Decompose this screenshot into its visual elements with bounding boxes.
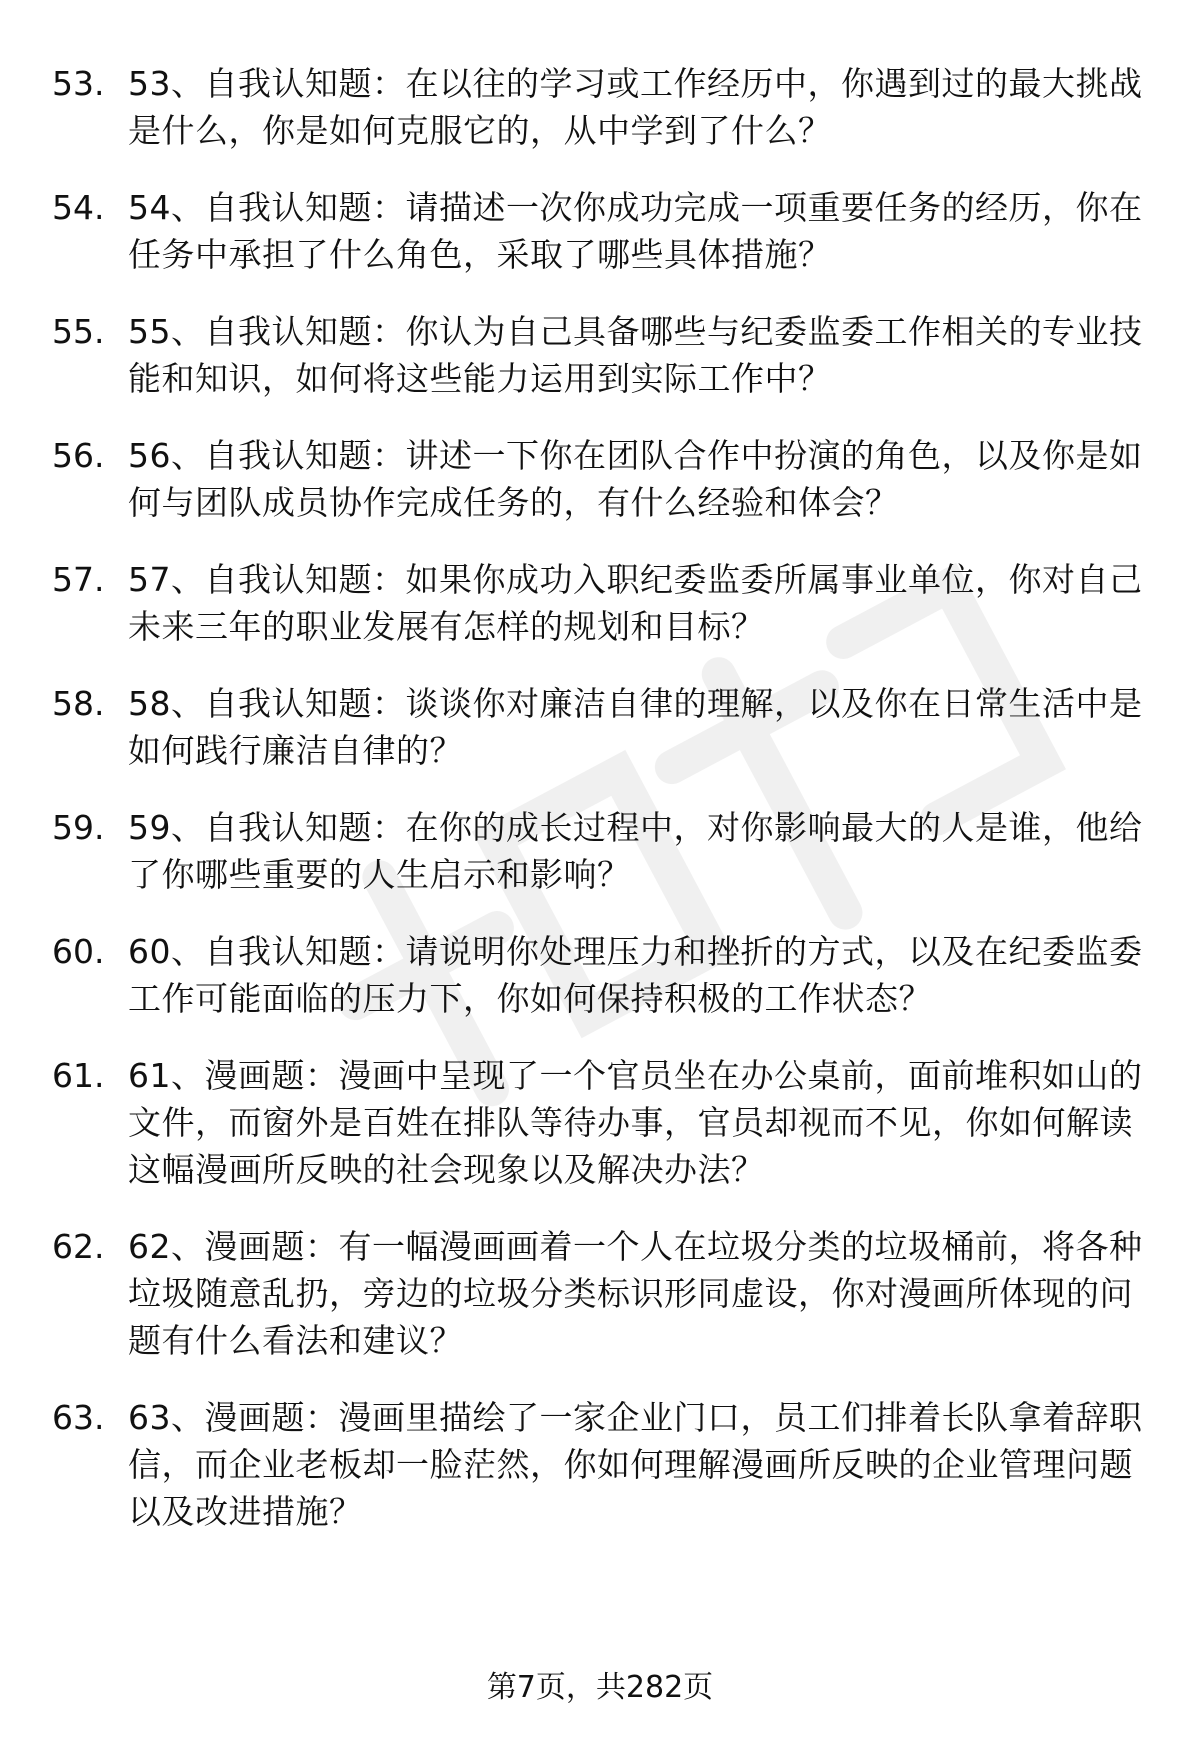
item-text: 57、自我认知题：如果你成功入职纪委监委所属事业单位，你对自己未来三年的职业发展有怎样的规划和目标？ xyxy=(128,560,1143,646)
list-item xyxy=(0,308,1200,402)
item-number: 60. xyxy=(52,932,105,971)
item-text: 58、自我认知题：谈谈你对廉洁自律的理解，以及你在日常生活中是如何践行廉洁自律的？ xyxy=(128,684,1143,770)
list-item xyxy=(0,680,1200,774)
list-item xyxy=(0,556,1200,650)
list-item xyxy=(0,928,1200,1022)
item-text: 53、自我认知题：在以往的学习或工作经历中，你遇到过的最大挑战是什么，你是如何克服它的，从中学到了什么？ xyxy=(128,64,1143,150)
item-text: 62、漫画题：有一幅漫画画着一个人在垃圾分类的垃圾桶前，将各种垃圾随意乱扔，旁边的垃圾分类标识形同虚设，你对漫画所体现的问题有什么看法和建议？ xyxy=(128,1227,1143,1360)
item-number: 56. xyxy=(52,436,105,475)
list-item xyxy=(0,60,1200,154)
item-text: 61、漫画题：漫画中呈现了一个官员坐在办公桌前，面前堆积如山的文件，而窗外是百姓在排队等待办事，官员却视而不见，你如何解读这幅漫画所反映的社会现象以及解决办法？ xyxy=(128,1056,1143,1189)
item-number: 61. xyxy=(52,1056,105,1095)
list-item xyxy=(0,184,1200,278)
page-footer: 第7页，共282页 xyxy=(486,1670,714,1705)
item-number: 54. xyxy=(52,188,105,227)
item-text: 60、自我认知题：请说明你处理压力和挫折的方式，以及在纪委监委工作可能面临的压力下，你如何保持积极的工作状态？ xyxy=(128,932,1143,1018)
item-text: 55、自我认知题：你认为自己具备哪些与纪委监委工作相关的专业技能和知识，如何将这些能力运用到实际工作中？ xyxy=(128,312,1143,398)
item-text: 54、自我认知题：请描述一次你成功完成一项重要任务的经历，你在任务中承担了什么角色，采取了哪些具体措施？ xyxy=(128,188,1143,274)
list-item xyxy=(0,1052,1200,1193)
question-list xyxy=(0,60,1200,1565)
item-text: 63、漫画题：漫画里描绘了一家企业门口，员工们排着长队拿着辞职信，而企业老板却一脸茫然，你如何理解漫画所反映的企业管理问题以及改进措施？ xyxy=(128,1398,1143,1531)
item-number: 53. xyxy=(52,64,105,103)
list-item xyxy=(0,1394,1200,1535)
item-number: 62. xyxy=(52,1227,105,1266)
item-number: 63. xyxy=(52,1398,105,1437)
list-item xyxy=(0,1223,1200,1364)
item-number: 59. xyxy=(52,808,105,847)
list-item xyxy=(0,432,1200,526)
item-number: 55. xyxy=(52,312,105,351)
item-number: 57. xyxy=(52,560,105,599)
item-text: 56、自我认知题：讲述一下你在团队合作中扮演的角色，以及你是如何与团队成员协作完成任务的，有什么经验和体会？ xyxy=(128,436,1143,522)
item-number: 58. xyxy=(52,684,105,723)
list-item xyxy=(0,804,1200,898)
item-text: 59、自我认知题：在你的成长过程中，对你影响最大的人是谁，他给了你哪些重要的人生启示和影响？ xyxy=(128,808,1143,894)
